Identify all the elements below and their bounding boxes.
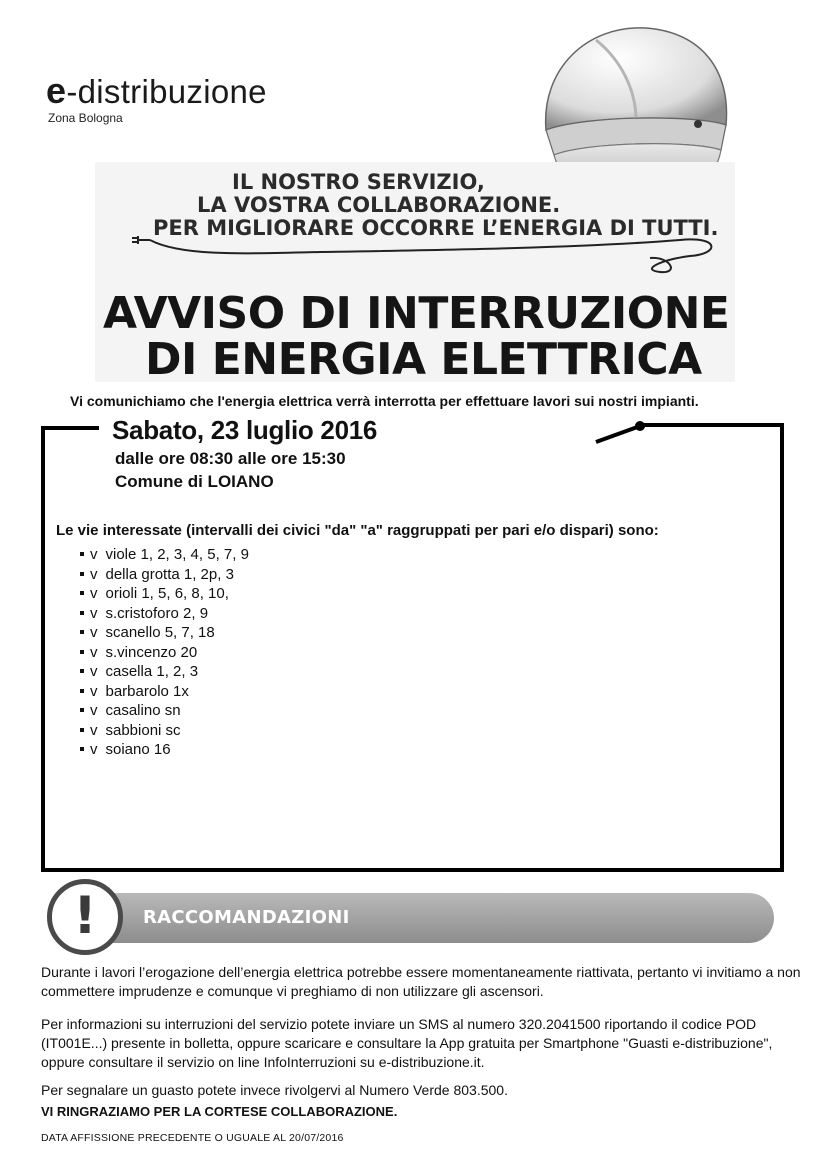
posting-date: DATA AFFISSIONE PRECEDENTE O UGUALE AL 20/07/2016 xyxy=(41,1132,344,1144)
list-item: v orioli 1, 5, 6, 8, 10, xyxy=(80,584,249,604)
interruption-date: Sabato, 23 luglio 2016 xyxy=(112,415,378,445)
bullet-icon xyxy=(80,728,84,732)
list-item: v soiano 16 xyxy=(80,740,249,760)
bullet-icon xyxy=(80,630,84,634)
recommendation-paragraph-1: Durante i lavori l’erogazione dell’energia elettrica potrebbe essere momentaneamente riattivata, pertanto vi invitiamo a non commettere imprudenze e comunque vi preghiamo di non utilizzare gli ascensori. xyxy=(41,964,801,999)
slogan-line-2: LA VOSTRA COLLABORAZIONE. xyxy=(197,193,561,217)
power-cord-icon xyxy=(120,226,720,276)
bullet-icon xyxy=(80,708,84,712)
list-item: v casalino sn xyxy=(80,701,249,721)
company-logo xyxy=(46,70,267,112)
list-item: v barbarolo 1x xyxy=(80,682,249,702)
interruption-hours: dalle ore 08:30 alle ore 15:30 xyxy=(115,449,346,468)
list-item: v viole 1, 2, 3, 4, 5, 7, 9 xyxy=(80,545,249,565)
municipality: Comune di LOIANO xyxy=(115,472,274,491)
notice-title-line-2: DI ENERGIA ELETTRICA xyxy=(145,334,702,385)
list-item: v scanello 5, 7, 18 xyxy=(80,623,249,643)
gauge-needle-icon xyxy=(592,416,652,446)
recommendation-paragraph-2: Per informazioni su interruzioni del servizio potete inviare un SMS al numero 320.2041500 riportando il codice POD (IT001E...) presente in bolletta, oppure scaricare e consultare la App gratuita per Smartphone "Guasti e-distribuzione", oppure consultare il servizio on line InfoInterruzioni su e-distribuzione.it. xyxy=(41,1016,773,1070)
bullet-icon xyxy=(80,552,84,556)
bullet-icon xyxy=(80,591,84,595)
recommendations-title: RACCOMANDAZIONI xyxy=(143,907,350,928)
frame-top-right-segment xyxy=(642,423,784,427)
bullet-icon xyxy=(80,572,84,576)
slogan-line-3: PER MIGLIORARE OCCORRE L’ENERGIA DI TUTTI. xyxy=(153,216,719,240)
streets-intro: Le vie interessate (intervalli dei civici "da" "a" raggruppati per pari e/o dispari) sono: xyxy=(56,522,659,539)
list-item: v della grotta 1, 2p, 3 xyxy=(80,565,249,585)
bullet-icon xyxy=(80,689,84,693)
streets-list xyxy=(80,545,249,760)
zone-label: Zona Bologna xyxy=(48,111,123,125)
slogan-line-1: IL NOSTRO SERVIZIO, xyxy=(232,170,485,194)
list-item: v s.cristoforo 2, 9 xyxy=(80,604,249,624)
bullet-icon xyxy=(80,747,84,751)
bullet-icon xyxy=(80,611,84,615)
intro-text: Vi comunichiamo che l'energia elettrica verrà interrotta per effettuare lavori sui nostri impianti. xyxy=(70,393,699,409)
thanks-text: VI RINGRAZIAMO PER LA CORTESE COLLABORAZIONE. xyxy=(41,1104,398,1119)
bullet-icon xyxy=(80,669,84,673)
list-item: v casella 1, 2, 3 xyxy=(80,662,249,682)
bullet-icon xyxy=(80,650,84,654)
notice-title-line-1: AVVISO DI INTERRUZIONE xyxy=(103,288,730,339)
recommendation-paragraph-3: Per segnalare un guasto potete invece rivolgervi al Numero Verde 803.500. xyxy=(41,1082,508,1098)
list-item: v s.vincenzo 20 xyxy=(80,643,249,663)
logo-text: -distribuzione xyxy=(66,73,267,110)
list-item: v sabbioni sc xyxy=(80,721,249,741)
frame-top-left-segment xyxy=(41,426,99,430)
logo-mark: e xyxy=(46,70,67,111)
exclamation-icon: ! xyxy=(73,886,97,946)
